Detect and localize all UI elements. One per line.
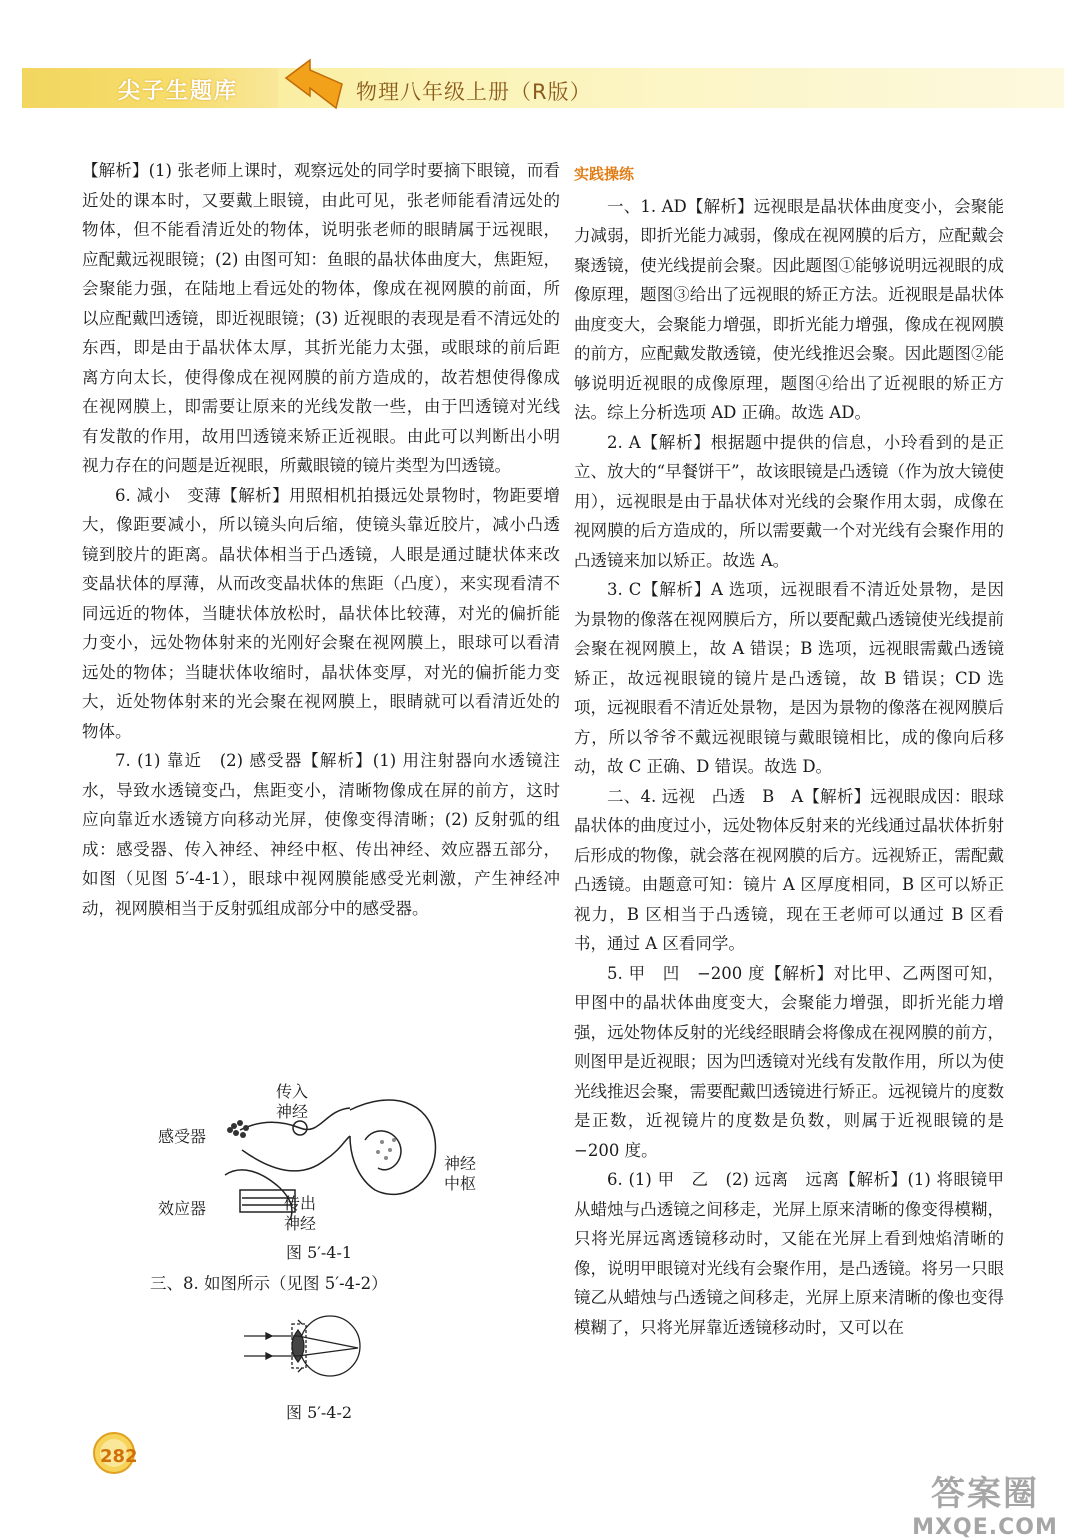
page-number: 282: [100, 1446, 138, 1467]
efferent-label-1: 传出: [284, 1194, 317, 1213]
effector-label: 效应器: [158, 1199, 207, 1218]
right-paragraph-4: 二、4. 远视 凸透 B A【解析】远视眼成因：眼球晶状体的曲度过小，远处物体反射来的光线通过晶状体折射后形成的物像，就会落在视网膜的后方。远视矫正，需配戴凸透镜。由题意可知：镜片 A 区厚度相同，B 区可以矫正视力，B 区相当于凸透镜，现在王老师可以通过 B 区看书，通过 A 区看同学。: [574, 786, 1004, 953]
right-column: [574, 160, 1004, 1342]
afferent-label-1: 传入: [276, 1082, 309, 1101]
left-column: [82, 156, 560, 923]
left-paragraph-1: 【解析】(1) 张老师上课时，观察远处的同学时要摘下眼镜，而看近处的课本时，又要戴上眼镜，由此可见，张老师能看清远处的物体，但不能看清近处的物体，说明张老师的眼睛属于远视眼，应配戴远视眼镜；(2) 由图可知：鱼眼的晶状体曲度大，焦距短，会聚能力强，在陆地上看远处的物体，像成在视网膜的前面，所以应配戴凹透镜，即近视眼镜；(3) 近视眼的表现是看不清远处的东西，即是由于晶状体太厚，其折光能力太强，或眼球的前后距离方向太长，使得像成在视网膜的前方造成的，故若想使得像成在视网膜上，即需要让原来的光线发散一些，由于凹透镜对光线有发散的作用，故用凹透镜来矫正近视眼。由此可以判断出小明视力存在的问题是近视眼，所戴眼镜的镜片类型为凹透镜。: [82, 161, 560, 475]
right-paragraph-5: 5. 甲 凹 −200 度【解析】对比甲、乙两图可知，甲图中的晶状体曲度变大，会聚能力增强，即折光能力增强，远处物体反射的光线经眼睛会将像成在视网膜的前方，则图甲是近视眼；因为凹透镜对光线有发散作用，所以为使光线推迟会聚，需要配戴凹透镜进行矫正。远视镜片的度数是正数，近视镜片的度数是负数，则属于近视眼镜的是 −200 度。: [574, 963, 1004, 1160]
left-paragraph-2: 6. 减小 变薄【解析】用照相机拍摄远处景物时，物距要增大，像距要减小，所以镜头向后缩，使镜头靠近胶片，减小凸透镜到胶片的距离。晶状体相当于凸透镜，人眼是通过睫状体来改变晶状体的厚薄，从而改变晶状体的焦距（凸度），来实现看清不同远近的物体，当睫状体放松时，晶状体比较薄，对光的偏折能力变小，远处物体射来的光刚好会聚在视网膜上，眼球可以看清远处的物体；当睫状体收缩时，晶状体变厚，对光的偏折能力变大，近处物体射来的光会聚在视网膜上，眼睛就可以看清近处的物体。: [82, 485, 560, 741]
center-label: [444, 1154, 476, 1194]
efferent-label: [284, 1194, 316, 1234]
arrow-icon: [280, 56, 350, 116]
figure1-caption: 图 5′-4-1: [286, 1243, 353, 1262]
book-title: 物理八年级上册（R版）: [356, 80, 592, 104]
right-paragraph-2: 2. A【解析】根据题中提供的信息，小玲看到的是正立、放大的“早餐饼干”，故该眼镜是凸透镜（作为放大镜使用），远视眼是由于晶状体对光线的会聚作用太弱，成像在视网膜的后方造成的，所以需要戴一个对光线有会聚作用的凸透镜来加以矫正。故选 A。: [574, 432, 1004, 570]
center-label-2: 中枢: [444, 1174, 477, 1193]
watermark: [900, 1466, 1070, 1540]
receptor-label: 感受器: [158, 1127, 207, 1146]
brand-label: 尖子生题库: [118, 79, 239, 104]
figure2-lead: 三、8. 如图所示（见图 5′-4-2）: [150, 1274, 388, 1293]
center-label-1: 神经: [444, 1154, 477, 1173]
right-paragraph-6: 6. (1) 甲 乙 (2) 远离 远离【解析】(1) 将眼镜甲从蜡烛与凸透镜之间移走，光屏上原来清晰的像变得模糊，只将光屏远离透镜移动时，又能在光屏上看到烛焰清晰的像，说明甲眼镜对光线有会聚作用，是凸透镜。将另一只眼镜乙从蜡烛与凸透镜之间移走，光屏上原来清晰的像也变得模糊了，只将光屏靠近透镜移动时，又可以在: [574, 1170, 1004, 1337]
afferent-label: [276, 1082, 308, 1122]
figure2-caption: 图 5′-4-2: [286, 1403, 353, 1422]
left-paragraph-3: 7. (1) 靠近 (2) 感受器【解析】(1) 用注射器向水透镜注水，导致水透镜变凸，焦距变小，清晰物像成在屏的前方，这时应向靠近水透镜方向移动光屏，使像变得清晰；(2) 反射弧的组成：感受器、传入神经、神经中枢、传出神经、效应器五部分，如图（见图 5′-4-1），眼球中视网膜能感受光刺激，产生神经冲动，视网膜相当于反射弧组成部分中的感受器。: [82, 751, 560, 918]
eye-lens-figure: [240, 1308, 370, 1388]
watermark-url: MXQE.COM: [912, 1515, 1058, 1540]
afferent-label-2: 神经: [276, 1102, 309, 1121]
watermark-logo: 答案圈: [931, 1474, 1039, 1514]
efferent-label-2: 神经: [284, 1214, 317, 1233]
right-paragraph-3: 3. C【解析】A 选项，远视眼看不清近处景物，是因为景物的像落在视网膜后方，所以要配戴凸透镜使光线提前会聚在视网膜上，故 A 错误；B 选项，远视眼需戴凸透镜矫正，故远视眼镜的镜片是凸透镜，故 B 错误；CD 选项，远视眼看不清近处景物，是因为景物的像落在视网膜后方，所以爷爷不戴远视眼镜与戴眼镜相比，成的像向后移动，故 C 正确、D 错误。故选 D。: [574, 580, 1004, 776]
section-title: 实践操练: [574, 165, 635, 183]
right-paragraph-1: 一、1. AD【解析】远视眼是晶状体曲度变小，会聚能力减弱，即折光能力减弱，像成在视网膜的后方，应配戴会聚透镜，使光线提前会聚。因此题图①能够说明远视眼的成像原理，题图③给出了远视眼的矫正方法。近视眼是晶状体曲度变大，会聚能力增强，即折光能力增强，像成在视网膜的前方，应配戴发散透镜，使光线推迟会聚。因此题图②能够说明近视眼的成像原理，题图④给出了近视眼的矫正方法。综上分析选项 AD 正确。故选 AD。: [574, 196, 1004, 422]
